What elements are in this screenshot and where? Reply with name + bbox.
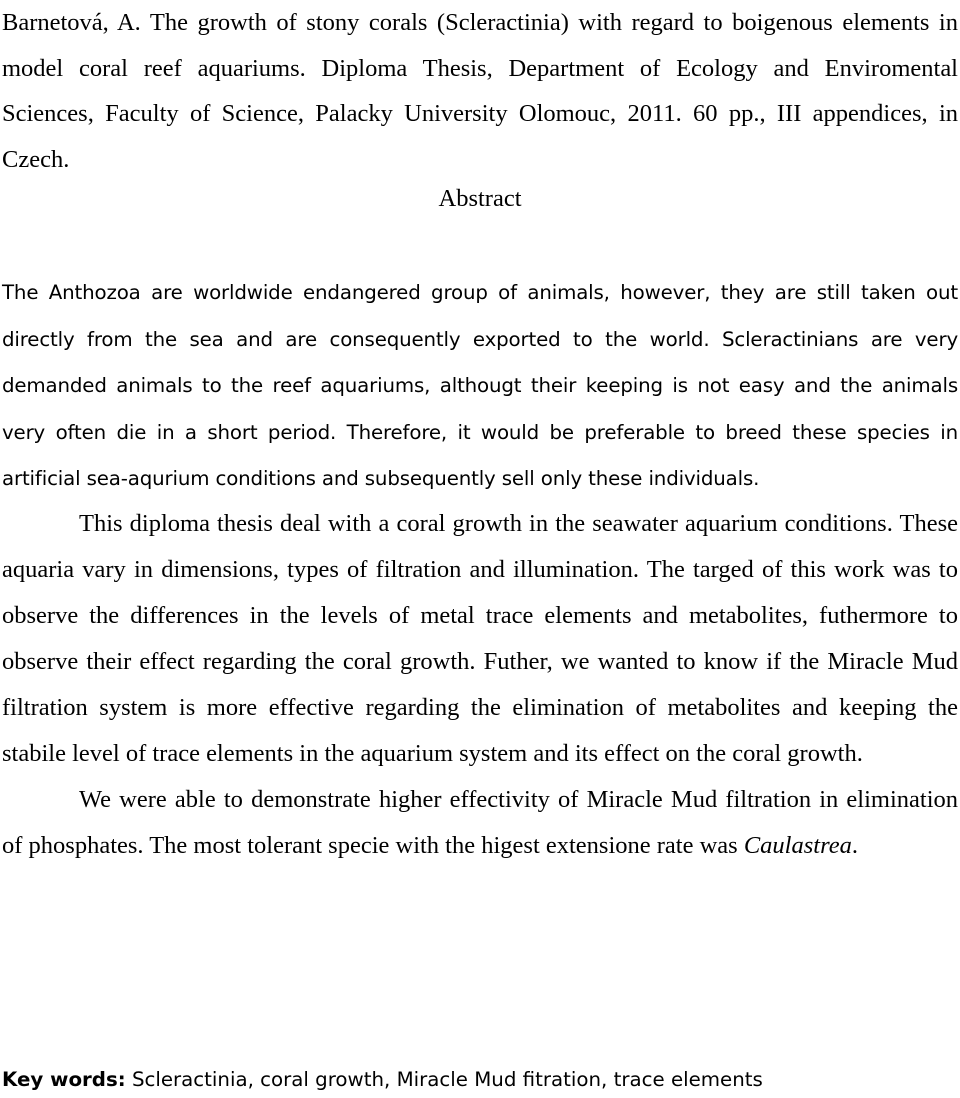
abstract-body <box>2 501 958 869</box>
keywords <box>2 1062 958 1098</box>
abstract-heading: Abstract <box>438 185 522 212</box>
genus-name: Caulastrea <box>743 832 852 859</box>
abstract-paragraph-3 <box>2 777 958 869</box>
keywords-list: Scleractinia, coral growth, Miracle Mud fitration, trace elements <box>125 1068 763 1091</box>
abstract-paragraph-1: The Anthozoa are worldwide endangered group of animals, however, they are still taken out directly from the sea and are consequently exported to the world. Scleractinians are very demanded animals to the reef aquariums, althougt their keeping is not easy and the animals very often die in a short period. Therefore, it would be preferable to breed these species in artificial sea-aqurium conditions and subsequently sell only these individuals. <box>2 281 958 490</box>
abstract-paragraph-2: This diploma thesis deal with a coral growth in the seawater aquarium conditions. These aquaria vary in dimensions, types of filtration and illumination. The targed of this work was to observe the differences in the levels of metal trace elements and metabolites, futhermore to observe their effect regarding the coral growth. Futher, we wanted to know if the Miracle Mud filtration system is more effective regarding the elimination of metabolites and keeping the stabile level of trace elements in the aquarium system and its effect on the coral growth. <box>2 510 958 767</box>
abstract-paragraph-3-end: . <box>851 832 858 859</box>
keywords-label: Key words: <box>2 1068 126 1091</box>
abstract-paragraph-3-text: We were able to demonstrate higher effectivity of Miracle Mud filtration in elimination of phosphates. The most tolerant specie with the higest extensione rate was <box>2 786 958 859</box>
citation: Barnetová, A. The growth of stony corals (Scleractinia) with regard to boigenous elements in model coral reef aquariums. Diploma Thesis, Department of Ecology and Enviromental Sciences, Faculty of Science, Palacky University Olomouc, 2011. 60 pp., III appendices, in Czech. <box>2 9 958 173</box>
